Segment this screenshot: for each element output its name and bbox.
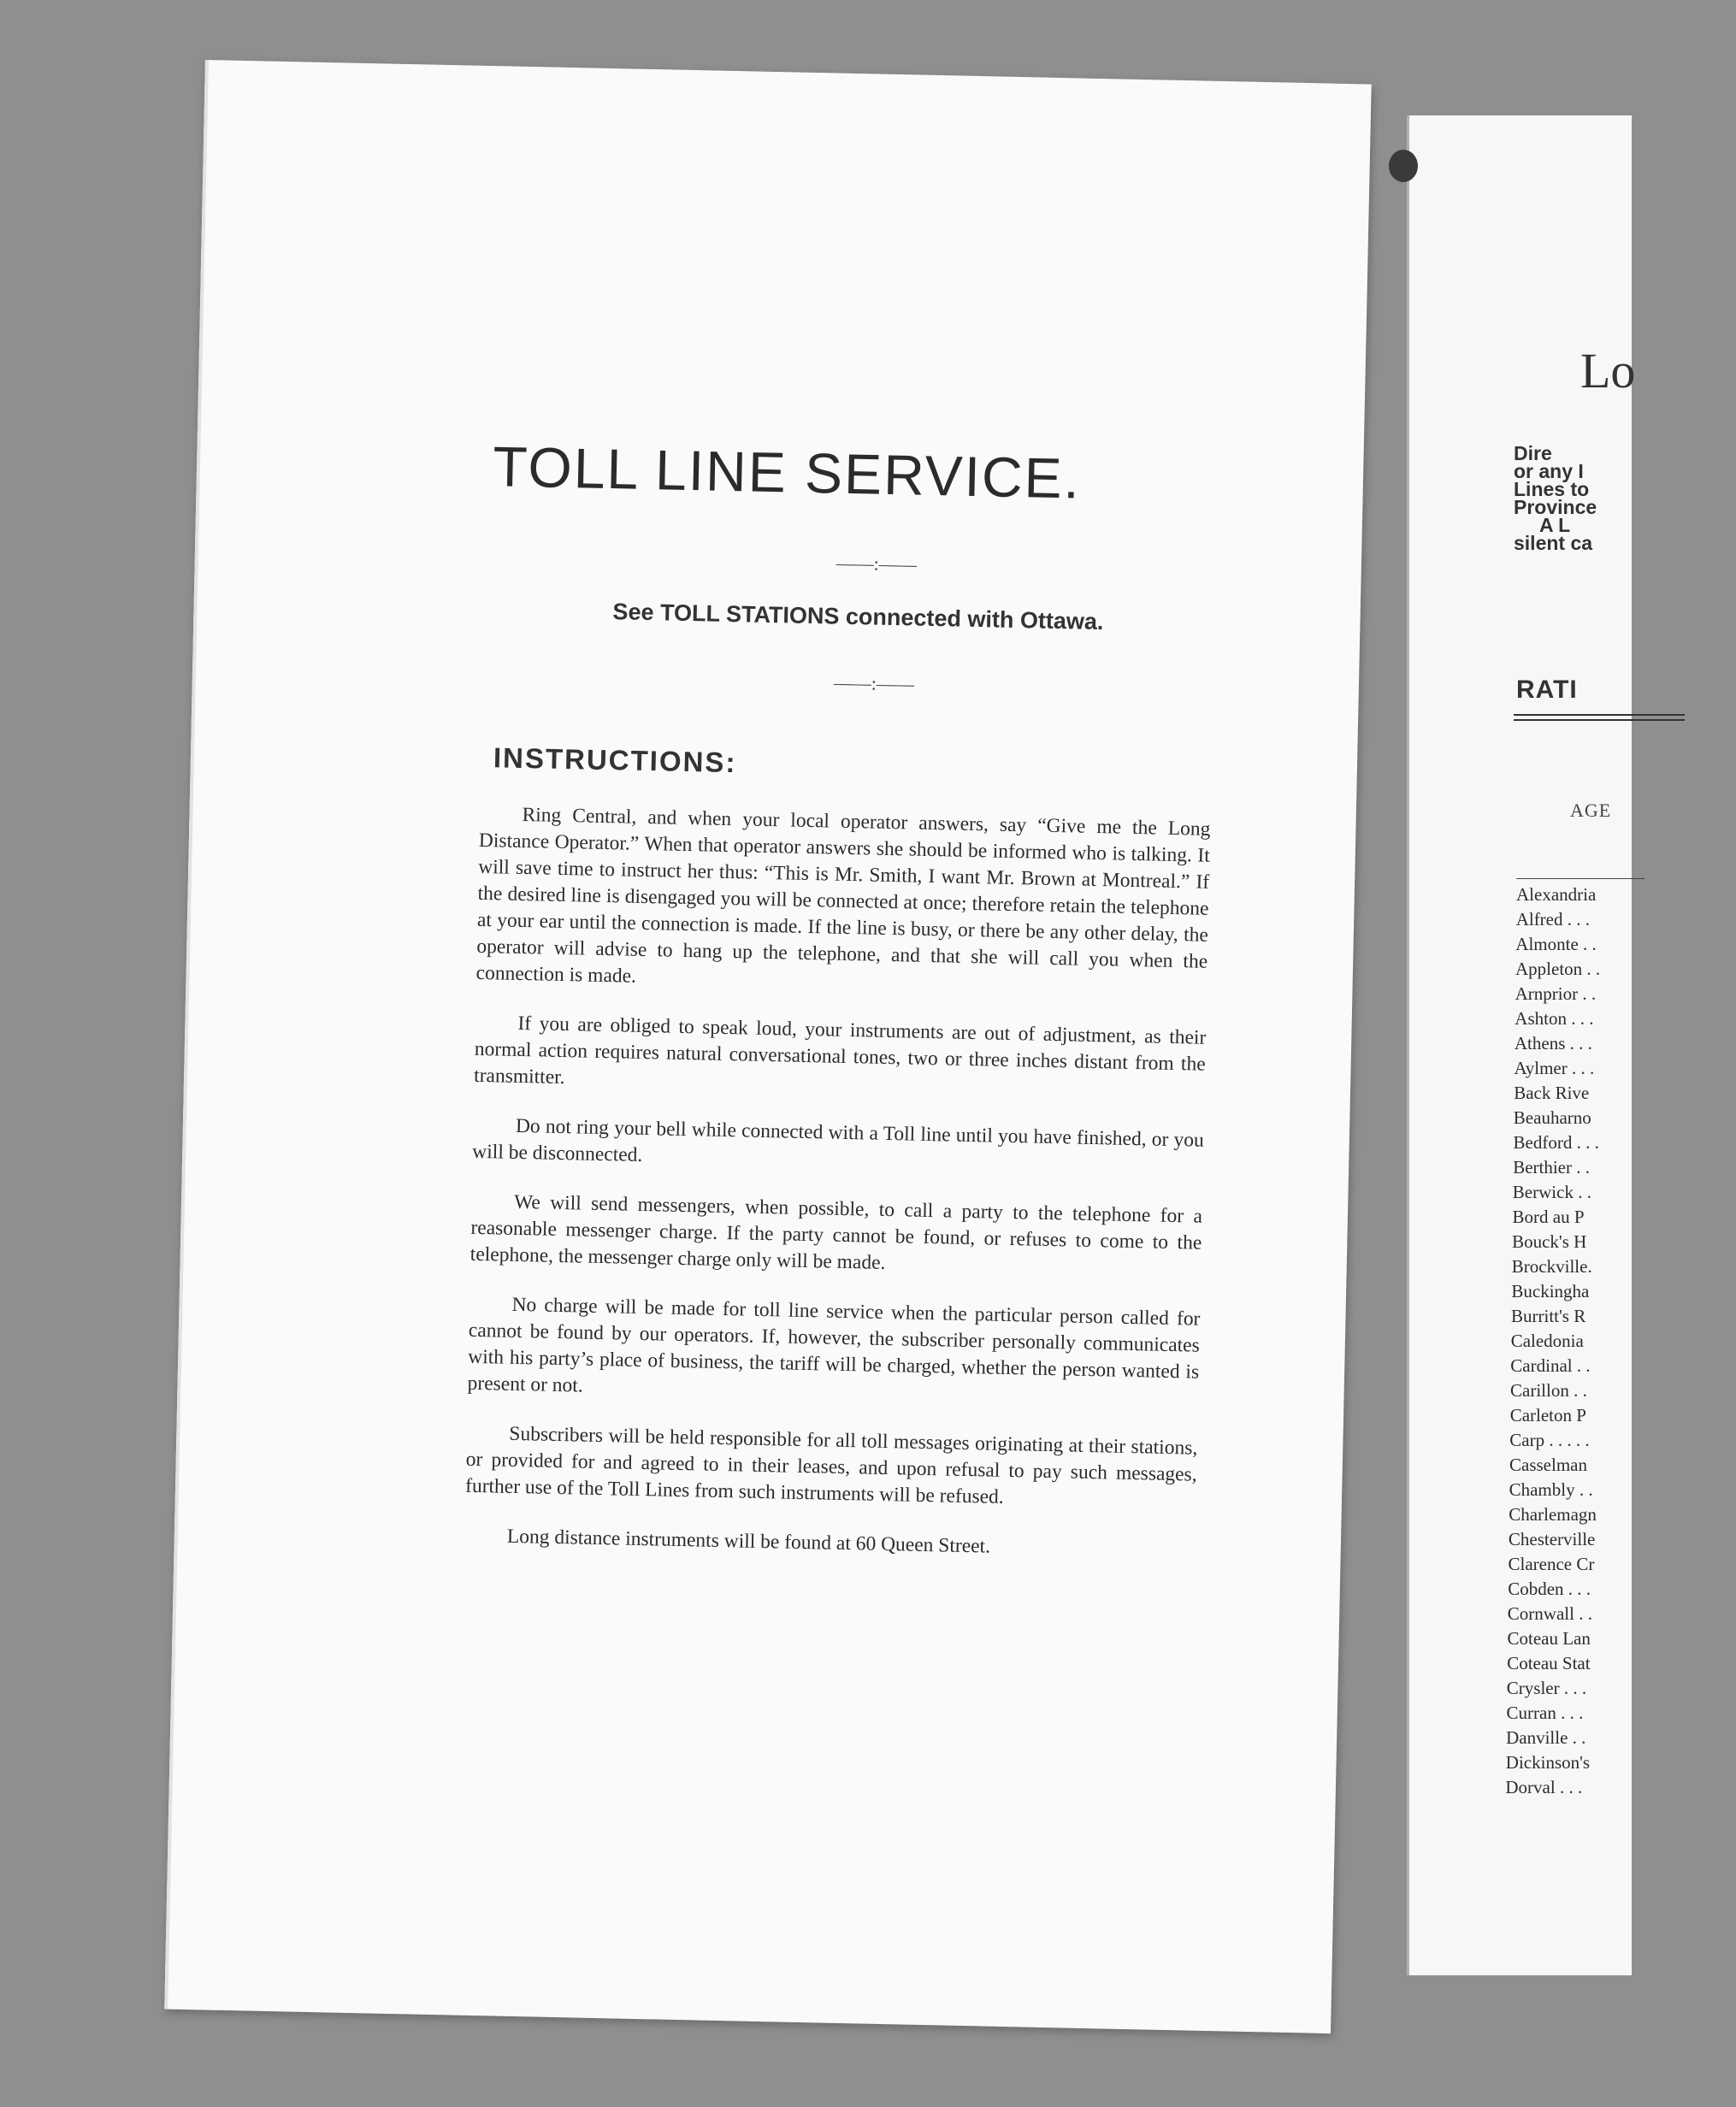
age-column-label: AGE bbox=[1570, 800, 1612, 821]
town-entry: Casselman bbox=[1509, 1455, 1587, 1475]
ornamental-separator: ——:—— bbox=[833, 671, 915, 695]
double-rule bbox=[1514, 714, 1685, 721]
paragraph: Do not ring your bell while connected with a Toll line until you have finished, or you will be disconnected. bbox=[472, 1114, 1205, 1166]
town-entry: Berthier . . bbox=[1513, 1157, 1590, 1177]
intro-line: Dire bbox=[1514, 442, 1552, 464]
town-entry: Bedford . . . bbox=[1513, 1132, 1599, 1153]
town-entry: Alfred . . . bbox=[1515, 909, 1590, 930]
intro-line: or any I bbox=[1514, 460, 1584, 482]
town-entry: Burritt's R bbox=[1511, 1306, 1586, 1326]
rates-heading: RATI bbox=[1516, 676, 1578, 704]
town-entry: Caledonia bbox=[1510, 1331, 1584, 1351]
town-entry: Coteau Stat bbox=[1507, 1653, 1591, 1673]
left-page bbox=[164, 60, 1371, 2033]
right-page bbox=[1407, 115, 1636, 1975]
town-entry: Dorval . . . bbox=[1505, 1777, 1583, 1797]
paragraph: Ring Central, and when your local operator answers, say “Give me the Long Distance Operator.” When that operator answers she should be informed who is talking. It will save time to instruct her thus: “This is Mr. Smith, I want Mr. Brown at Montreal.” If the desired line is disengaged you will be connected at once; therefore retain the telephone at your ear until the connection is made. If the line is busy, or there be any other delay, the operator will advise to hang up the telephone, and that she will call you when the connection is made. bbox=[475, 803, 1211, 988]
page-title: TOLL LINE SERVICE. bbox=[492, 434, 1082, 511]
right-page-heading: Lo bbox=[1580, 343, 1636, 398]
town-entry: Alexandria bbox=[1516, 884, 1597, 905]
town-entry: Coteau Lan bbox=[1507, 1628, 1591, 1649]
town-list bbox=[1409, 882, 1666, 1800]
intro-line: Lines to bbox=[1514, 478, 1590, 500]
town-entry: Bouck's H bbox=[1512, 1231, 1587, 1252]
town-entry: Brockville. bbox=[1511, 1256, 1592, 1277]
town-entry: Beauharno bbox=[1513, 1107, 1591, 1128]
paragraph: If you are obliged to speak loud, your instruments are out of adjustment, as their normal action requires natural conversational tones, two or three inches distant from the transmitter. bbox=[473, 1012, 1207, 1089]
town-entry: Aylmer . . . bbox=[1514, 1058, 1595, 1078]
town-entry: Chambly . . bbox=[1509, 1479, 1593, 1500]
town-entry: Bord au P bbox=[1512, 1207, 1585, 1227]
town-entry: Chesterville bbox=[1508, 1529, 1596, 1549]
town-entry: Ashton . . . bbox=[1515, 1008, 1594, 1029]
paragraph: Long distance instruments will be found at 60 Queen Street. bbox=[506, 1525, 991, 1558]
paragraph: We will send messengers, when possible, to call a party to the telephone for a reasonable messenger charge. If the party cannot be found, or refuses to come to the telephone, the messenger charge only will be made. bbox=[469, 1190, 1203, 1274]
binding-hole bbox=[1389, 150, 1418, 182]
town-entry: Back Rive bbox=[1514, 1083, 1590, 1103]
town-entry: Danville . . bbox=[1506, 1727, 1586, 1748]
town-entry: Appleton . . bbox=[1515, 959, 1601, 979]
town-entry: Arnprior . . bbox=[1515, 983, 1597, 1004]
paragraph: No charge will be made for toll line service when the particular person called for cannot be found by our operators. If, however, the subscriber personally communicates with his party’s place of business, the tariff will be charged, whether the person wanted is present or not. bbox=[467, 1293, 1201, 1397]
subtitle: See TOLL STATIONS connected with Ottawa. bbox=[612, 599, 1104, 635]
right-page-intro bbox=[1514, 442, 1736, 554]
paragraph: Subscribers will be held responsible for all toll messages originating at their stations, or provided for and agreed to in their leases, and upon refusal to pay such messages, further use of the Toll Lines from such instruments will be refused. bbox=[464, 1422, 1198, 1508]
column-divider bbox=[1516, 878, 1644, 879]
town-entry: Crysler . . . bbox=[1506, 1678, 1587, 1698]
town-entry: Athens . . . bbox=[1514, 1033, 1592, 1054]
intro-line: Province bbox=[1514, 496, 1597, 518]
town-entry: Carillon . . bbox=[1510, 1380, 1587, 1401]
instructions-heading: INSTRUCTIONS: bbox=[493, 741, 737, 779]
town-entry: Almonte . . bbox=[1515, 934, 1597, 954]
town-entry: Cardinal . . bbox=[1510, 1355, 1591, 1376]
town-entry: Curran . . . bbox=[1506, 1703, 1584, 1723]
town-entry: Charlemagn bbox=[1509, 1504, 1597, 1525]
town-entry: Berwick . . bbox=[1512, 1182, 1591, 1202]
town-entry: Carleton P bbox=[1509, 1405, 1586, 1425]
town-entry: Dickinson's bbox=[1505, 1752, 1591, 1773]
town-entry: Clarence Cr bbox=[1508, 1554, 1595, 1574]
intro-line: A L bbox=[1539, 514, 1571, 536]
town-entry: Cornwall . . bbox=[1507, 1603, 1592, 1624]
town-entry: Cobden . . . bbox=[1508, 1579, 1591, 1599]
ornamental-separator: ——:—— bbox=[836, 552, 918, 575]
intro-line: silent ca bbox=[1514, 532, 1593, 554]
town-entry: Carp . . . . . bbox=[1509, 1430, 1590, 1450]
instructions-body bbox=[464, 801, 1211, 1588]
town-entry: Buckingha bbox=[1511, 1281, 1590, 1301]
